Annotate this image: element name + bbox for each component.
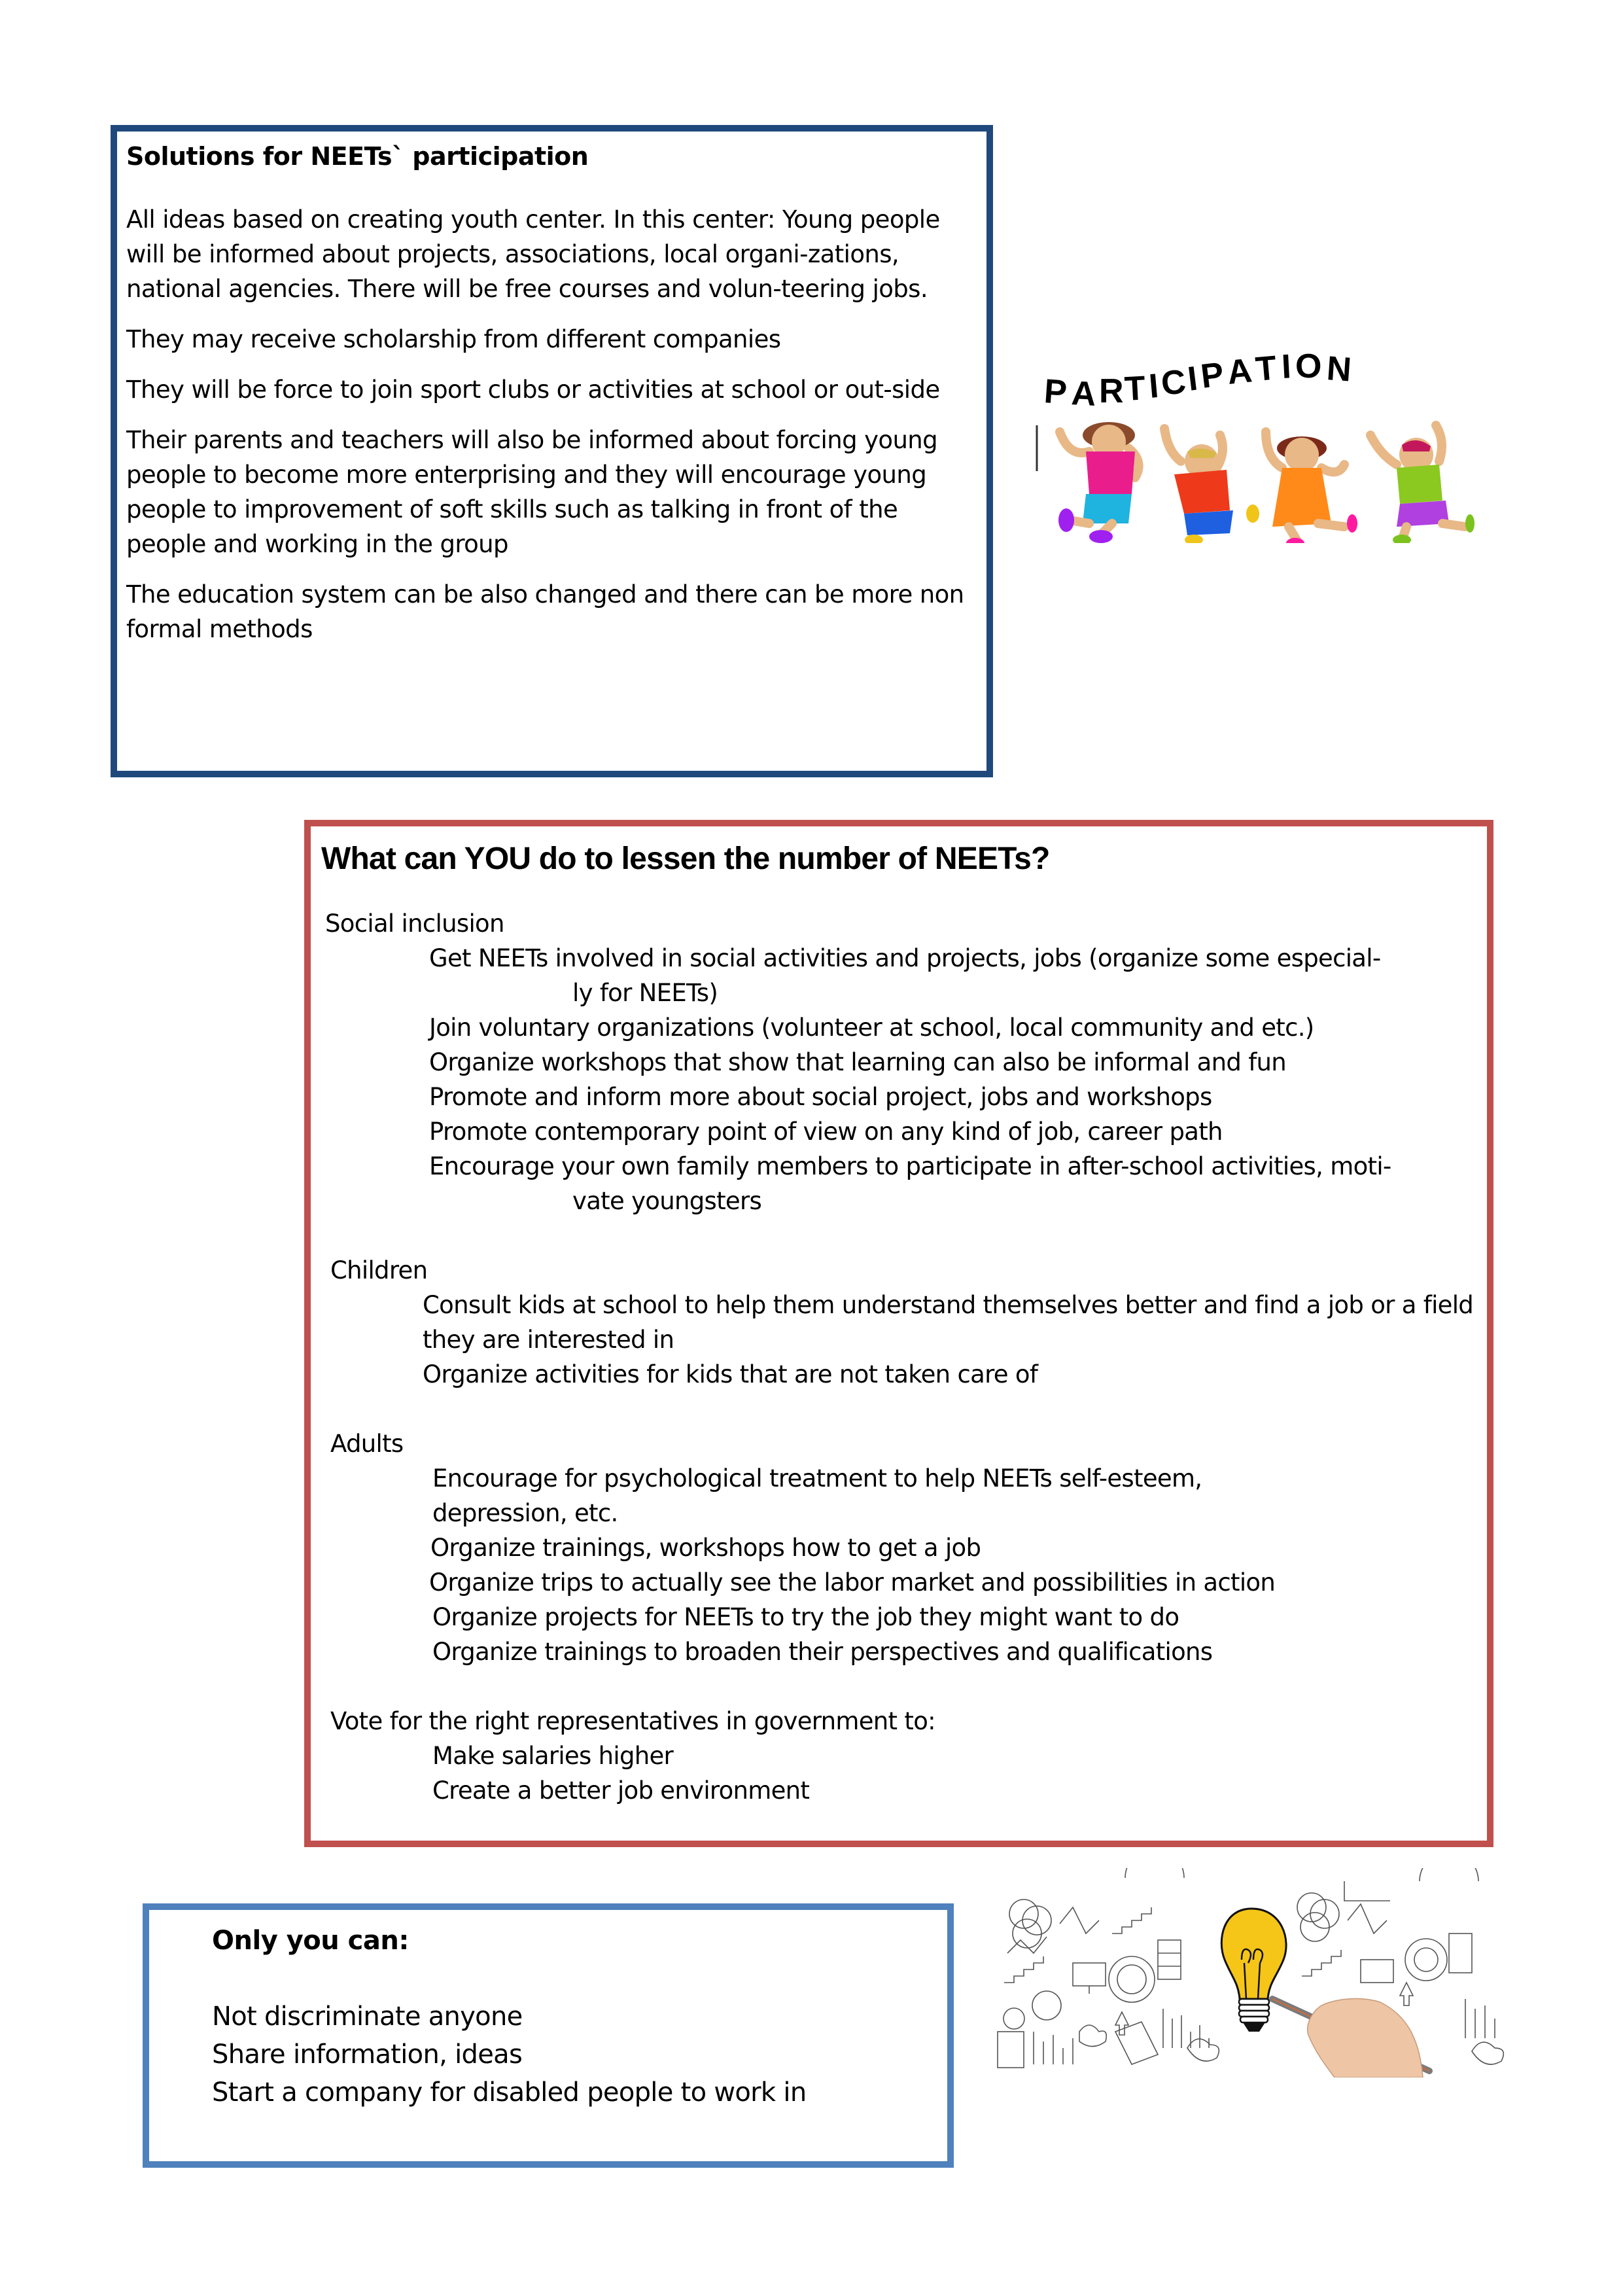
only-you-can-title: Only you can: xyxy=(212,1926,409,1956)
what-can-you-do-title: What can YOU do to lessen the number of NEETs? xyxy=(321,841,1050,876)
svg-text:I: I xyxy=(1147,366,1161,406)
list-item: Encourage for psychological treatment to help NEETs self-esteem, depression, etc. xyxy=(432,1464,1202,1527)
list-item: Start a company for disabled people to work in xyxy=(212,2077,807,2108)
list-item: Not discriminate anyone xyxy=(212,2002,523,2032)
svg-text:O: O xyxy=(1295,347,1322,385)
list-item: Organize activities for kids that are not taken care of xyxy=(423,1360,1038,1388)
list-item xyxy=(311,1149,1488,1218)
list-item: Join voluntary organizations (volunteer at school, local community and etc.) xyxy=(429,1014,1314,1042)
what-can-you-do-body xyxy=(311,906,1488,1843)
svg-text:T: T xyxy=(1123,369,1147,408)
section-heading: Children xyxy=(330,1256,428,1284)
section-social-inclusion xyxy=(311,906,1488,1218)
svg-text:A: A xyxy=(1070,374,1097,414)
list-item: Make salaries higher xyxy=(432,1742,674,1770)
list-item: Share information, ideas xyxy=(212,2040,523,2070)
svg-text:P: P xyxy=(1198,355,1226,396)
list-item: Organize workshops that show that learning can also be informal and fun xyxy=(429,1048,1287,1076)
solutions-paragraph: All ideas based on creating youth center. In this center: Young people will be informed about projects, associations, local organi-zations, national agencies. There will be free courses and volun-teering jobs. xyxy=(126,205,940,303)
what-can-you-do-box xyxy=(304,820,1493,1847)
section-heading: Adults xyxy=(330,1430,404,1458)
list-item: Promote and inform more about social project, jobs and workshops xyxy=(429,1083,1212,1111)
solutions-body xyxy=(126,202,977,662)
list-item: Organize trainings to broaden their perspectives and qualifications xyxy=(432,1638,1213,1666)
svg-text:I: I xyxy=(1280,347,1293,386)
solutions-paragraph: They will be force to join sport clubs or activities at school or out-side xyxy=(126,376,940,404)
solutions-paragraph: They may receive scholarship from different companies xyxy=(126,325,781,353)
svg-text:A: A xyxy=(1225,351,1254,392)
svg-text:I: I xyxy=(1185,359,1200,398)
list-item-continuation: vate youngsters xyxy=(572,1187,762,1215)
section-children xyxy=(311,1253,1488,1392)
solutions-paragraph: Their parents and teachers will also be informed about forcing young people to become more enterprising and they will encourage young people to improvement of soft skills such as talking in front of the people and working in the group xyxy=(126,426,938,558)
list-item xyxy=(311,941,1488,1010)
list-item: Organize trips to actually see the labor market and possibilities in action xyxy=(429,1568,1276,1597)
only-you-can-box xyxy=(143,1903,954,2168)
list-item: Promote contemporary point of view on any kind of job, career path xyxy=(429,1118,1223,1146)
list-item: Consult kids at school to help them understand themselves better and find a job or a field they are interested in xyxy=(423,1291,1474,1354)
solutions-box xyxy=(111,125,993,777)
list-item-continuation: ly for NEETs) xyxy=(572,979,718,1007)
lightbulb-sketch-illustration-icon xyxy=(994,1868,1514,2077)
list-item: Organize projects for NEETs to try the job they might want to do xyxy=(432,1603,1179,1631)
list-item-text: Encourage your own family members to participate in after-school activities, moti- xyxy=(429,1152,1391,1180)
svg-text:C: C xyxy=(1159,362,1188,403)
svg-text:P: P xyxy=(1043,372,1068,412)
solutions-paragraph: The education system can be also changed and there can be more non formal methods xyxy=(126,580,964,643)
section-adults xyxy=(311,1426,1488,1669)
svg-text:T: T xyxy=(1253,349,1278,389)
only-you-can-list xyxy=(212,1998,806,2111)
list-item-text: Get NEETs involved in social activities and projects, jobs (organize some especial- xyxy=(429,944,1381,972)
svg-text:N: N xyxy=(1325,349,1353,389)
svg-text:R: R xyxy=(1099,372,1124,410)
section-heading: Social inclusion xyxy=(325,910,504,938)
participation-kids-illustration-icon xyxy=(1030,327,1475,543)
solutions-title: Solutions for NEETs` participation xyxy=(126,142,589,171)
list-item: Create a better job environment xyxy=(432,1776,810,1805)
list-item: Organize trainings, workshops how to get a job xyxy=(430,1534,981,1562)
section-heading: Vote for the right representatives in government to: xyxy=(330,1707,935,1735)
section-vote xyxy=(311,1704,1488,1808)
